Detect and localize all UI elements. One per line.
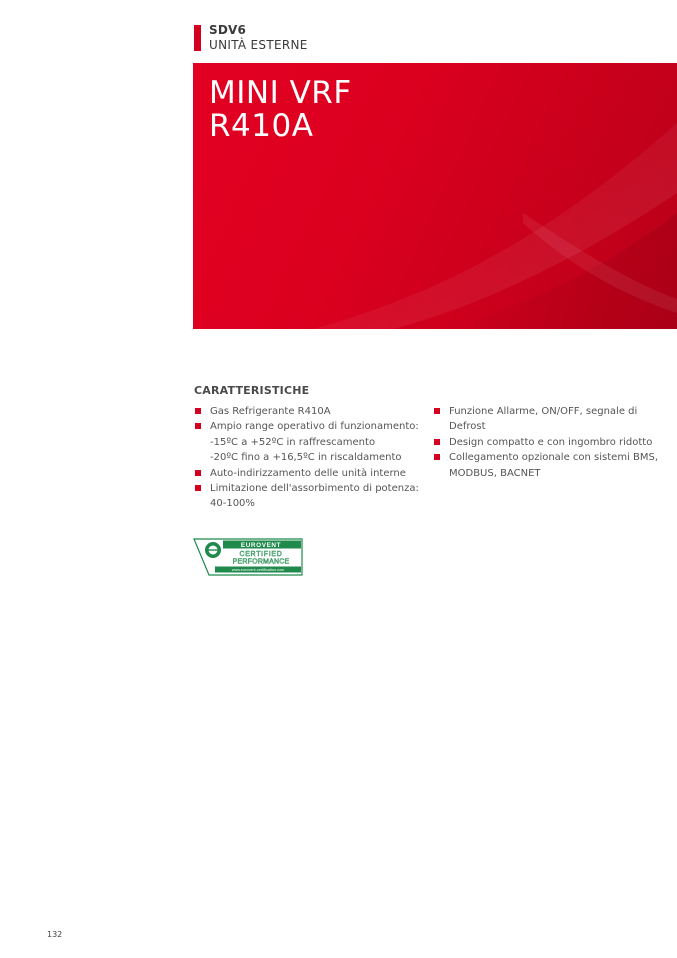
list-item [194,419,419,434]
title-banner [193,63,677,329]
list-item-text: Ampio range operativo di funzionamento: [210,421,419,433]
list-item-text: -20ºC fino a +16,5ºC in riscaldamento [210,452,402,464]
list-item-text: -15ºC a +52ºC in raffrescamento [210,436,376,448]
bullet-square-icon [434,408,440,414]
features-list-right [433,404,665,481]
list-item-text: Limitazione dell'assorbimento di potenza: 40-100% [210,483,419,510]
features-heading: CARATTERISTICHE [194,384,310,397]
eurovent-certified-logo [193,538,303,576]
product-title-line-2: R410A [209,108,314,144]
bullet-square-icon [195,408,201,414]
list-item-text: Design compatto e con ingombro ridotto [449,436,653,448]
bullet-square-icon [434,439,440,445]
list-item-text: Collegamento opzionale con sistemi BMS, MODBUS, BACNET [449,452,659,479]
list-item-text: Gas Refrigerante R410A [210,406,331,417]
logo-text-line-1: EUROVENT [240,542,282,550]
list-item-subline [194,435,419,450]
category-label: UNITÀ ESTERNE [209,38,308,52]
list-item [194,466,419,481]
logo-text-line-2: CERTIFIED [239,551,283,558]
bullet-square-icon [195,485,201,491]
product-title [209,77,352,143]
list-item [433,450,665,481]
list-item-text: Auto-indirizzamento delle unità interne [210,467,406,479]
logo-text-line-3: PERFORMANCE [232,558,290,566]
series-label: SDV6 [209,23,247,37]
header-accent-bar [194,25,201,51]
list-item-text: Funzione Allarme, ON/OFF, segnale di Defrost [449,406,638,433]
product-title-line-1: MINI VRF [209,75,352,111]
list-item [433,435,665,450]
list-item [194,481,419,512]
bullet-square-icon [195,470,201,476]
page-number: 132 [47,930,63,939]
list-item-subline [194,450,419,465]
list-item [433,404,665,435]
logo-url: www.eurovent-certification.com [231,568,285,573]
features-list-left [194,404,419,512]
list-item [194,404,419,419]
bullet-square-icon [195,423,201,429]
bullet-square-icon [434,454,440,460]
